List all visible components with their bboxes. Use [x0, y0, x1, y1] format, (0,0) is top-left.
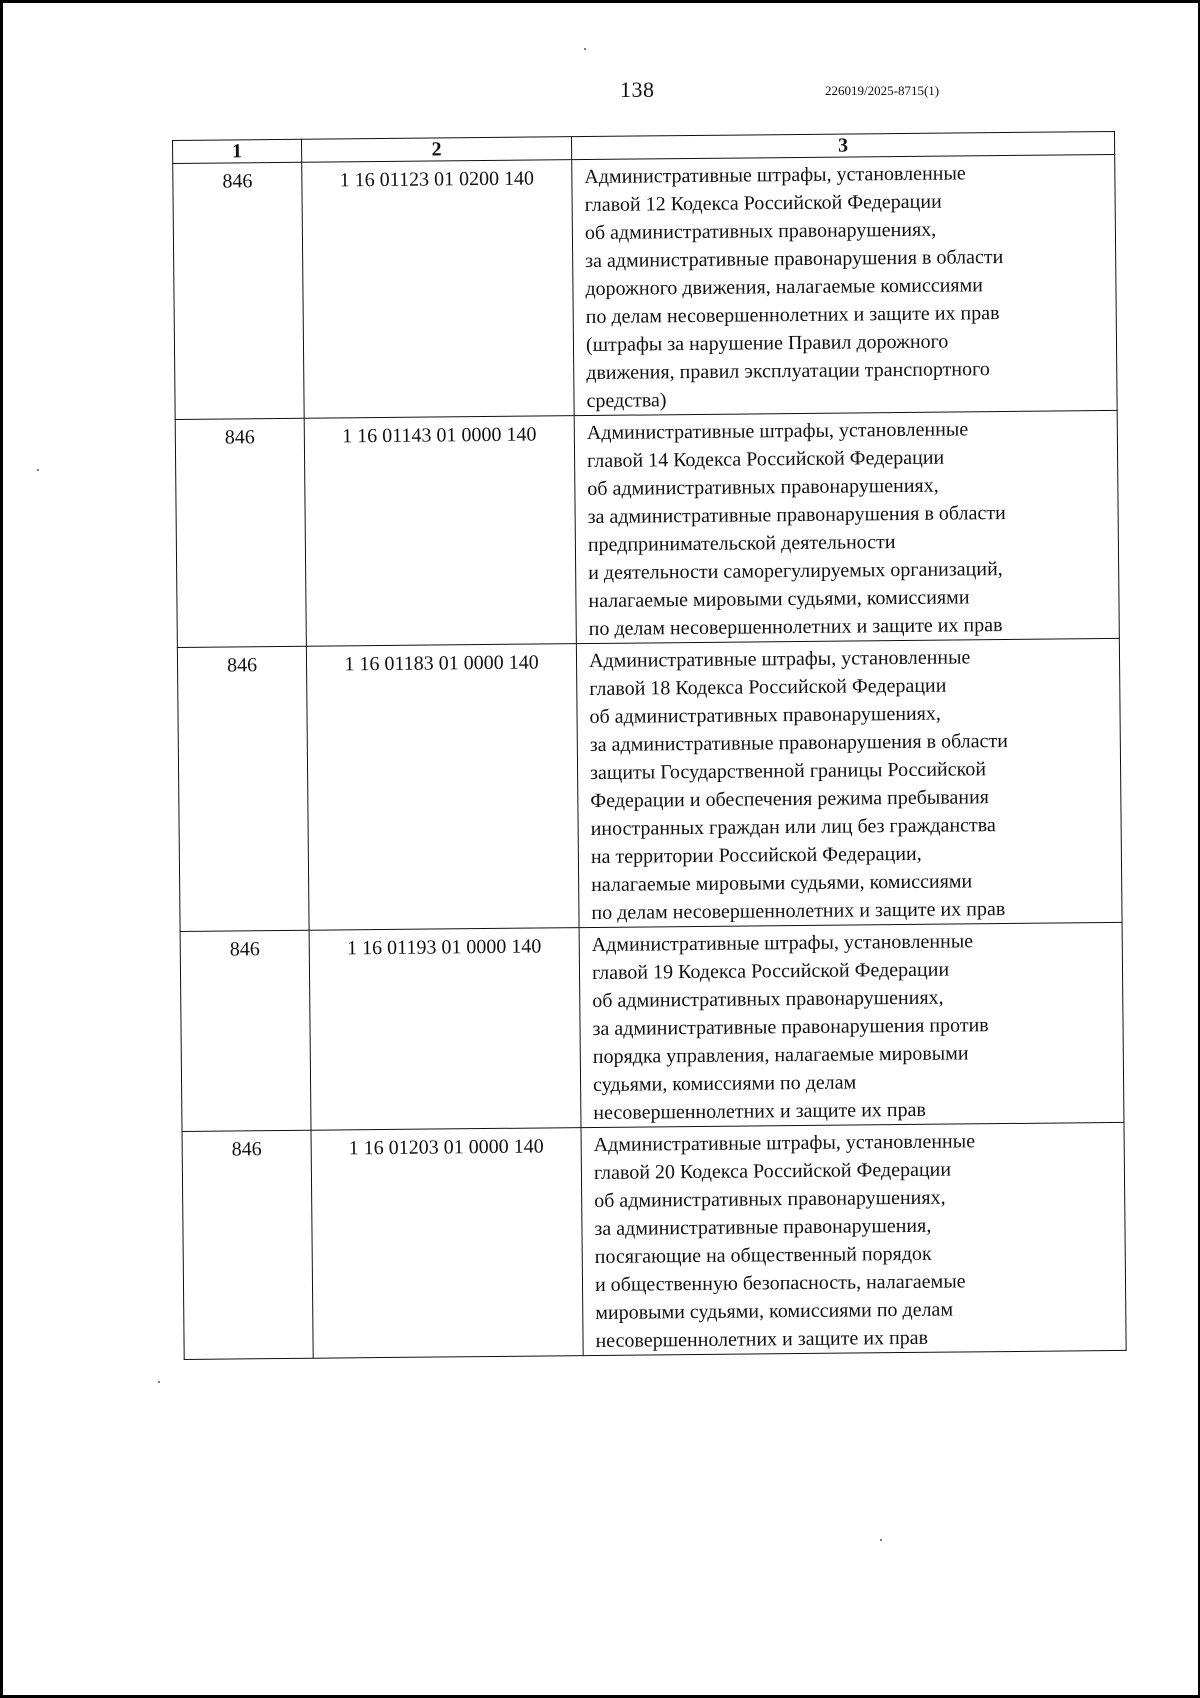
table-row — [175, 410, 1119, 647]
table-row — [177, 638, 1122, 931]
description-line: за административные правонарушения в области — [589, 730, 1009, 757]
description-line: Административные штрафы, установленные — [593, 1130, 976, 1156]
column-header-2: 2 — [301, 137, 571, 163]
description-line: несовершеннолетних и защите их прав — [593, 1098, 926, 1124]
description-cell — [572, 154, 1117, 415]
description-line: порядка управления, налагаемые мировыми — [592, 1042, 969, 1069]
description-line: Административные штрафы, установленные — [591, 930, 974, 957]
description-line: по делам несовершеннолетних и защите их прав — [588, 614, 1003, 641]
description-line: и общественную безопасность, налагаемые — [594, 1270, 966, 1296]
fines-table — [172, 131, 1127, 1360]
description-line: Федерации и обеспечения режима пребывания — [590, 786, 990, 813]
description-line: главой 20 Кодекса Российской Федерации — [593, 1158, 952, 1184]
kbk-code-cell: 1 16 01143 01 0000 140 — [304, 416, 576, 647]
admin-code-cell: 846 — [182, 1130, 313, 1359]
description-cell — [581, 1122, 1126, 1355]
description-line: средства) — [586, 389, 667, 413]
column-header-3: 3 — [571, 131, 1114, 159]
scan-speck — [584, 48, 586, 50]
description-line: главой 18 Кодекса Российской Федерации — [589, 674, 947, 701]
description-line: за административные правонарушения в области — [587, 502, 1006, 529]
description-line: Административные штрафы, установленные — [586, 418, 969, 445]
description-line: за административные правонарушения против — [592, 1014, 989, 1041]
description-line: налагаемые мировыми судьями, комиссиями — [588, 586, 970, 613]
table-row — [182, 1122, 1126, 1359]
kbk-code-cell: 1 16 01183 01 0000 140 — [306, 644, 579, 931]
kbk-code-cell: 1 16 01123 01 0200 140 — [302, 160, 574, 419]
description-line: и деятельности саморегулируемых организаций, — [588, 558, 1003, 585]
description-cell — [579, 922, 1124, 1127]
description-line: на территории Российской Федерации, — [590, 842, 922, 869]
description-line: мировыми судьями, комиссиями по делам — [595, 1298, 954, 1324]
document-id: 226019/2025-8715(1) — [825, 83, 940, 98]
description-line: налагаемые мировыми судьями, комиссиями — [591, 870, 973, 897]
table-row — [173, 154, 1117, 419]
description-line: движения, правил эксплуатации транспортного — [586, 358, 990, 385]
description-line: несовершеннолетних и защите их прав — [595, 1326, 929, 1352]
column-header-1: 1 — [173, 139, 302, 163]
description-line: защиты Государственной границы Российской — [589, 758, 987, 785]
description-line: (штрафы за нарушение Правил дорожного — [585, 330, 949, 357]
description-line: об административных правонарушениях, — [587, 474, 939, 501]
description-line: предпринимательской деятельности — [587, 531, 896, 557]
description-line: посягающие на общественный порядок — [594, 1242, 932, 1268]
kbk-code-cell: 1 16 01203 01 0000 140 — [311, 1128, 583, 1359]
description-line: Административные штрафы, установленные — [588, 646, 971, 673]
description-line: об административных правонарушениях, — [584, 218, 937, 245]
description-line: Административные штрафы, установленные — [584, 162, 966, 189]
description-line: об административных правонарушениях, — [592, 986, 944, 1013]
admin-code-cell: 846 — [173, 162, 304, 419]
description-line: дорожного движения, налагаемые комиссиями — [585, 274, 984, 301]
scan-speck — [880, 1539, 882, 1541]
description-line: главой 14 Кодекса Российской Федерации — [586, 446, 945, 473]
description-line: об административных правонарушениях, — [594, 1186, 946, 1212]
kbk-code-cell: 1 16 01193 01 0000 140 — [309, 928, 581, 1131]
description-line: главой 12 Кодекса Российской Федерации — [584, 190, 942, 217]
table-row — [180, 922, 1124, 1131]
scan-speck — [158, 1381, 160, 1383]
description-line: по делам несовершеннолетних и защите их прав — [591, 898, 1006, 925]
admin-code-cell: 846 — [177, 646, 309, 931]
description-line: за административные правонарушения в области — [585, 246, 1004, 273]
description-line: об административных правонарушениях, — [589, 702, 941, 729]
admin-code-cell: 846 — [180, 930, 311, 1131]
description-line: за административные правонарушения, — [594, 1214, 932, 1240]
page-number: 138 — [620, 77, 655, 102]
description-line: судьями, комиссиями по делам — [592, 1071, 857, 1097]
description-line: по делам несовершеннолетних и защите их прав — [585, 302, 1000, 329]
description-cell — [574, 410, 1119, 643]
admin-code-cell: 846 — [175, 418, 306, 647]
description-line: главой 19 Кодекса Российской Федерации — [591, 958, 950, 985]
description-cell — [576, 638, 1122, 927]
scan-speck — [37, 469, 39, 471]
description-line: иностранных граждан или лиц без гражданства — [590, 814, 996, 841]
